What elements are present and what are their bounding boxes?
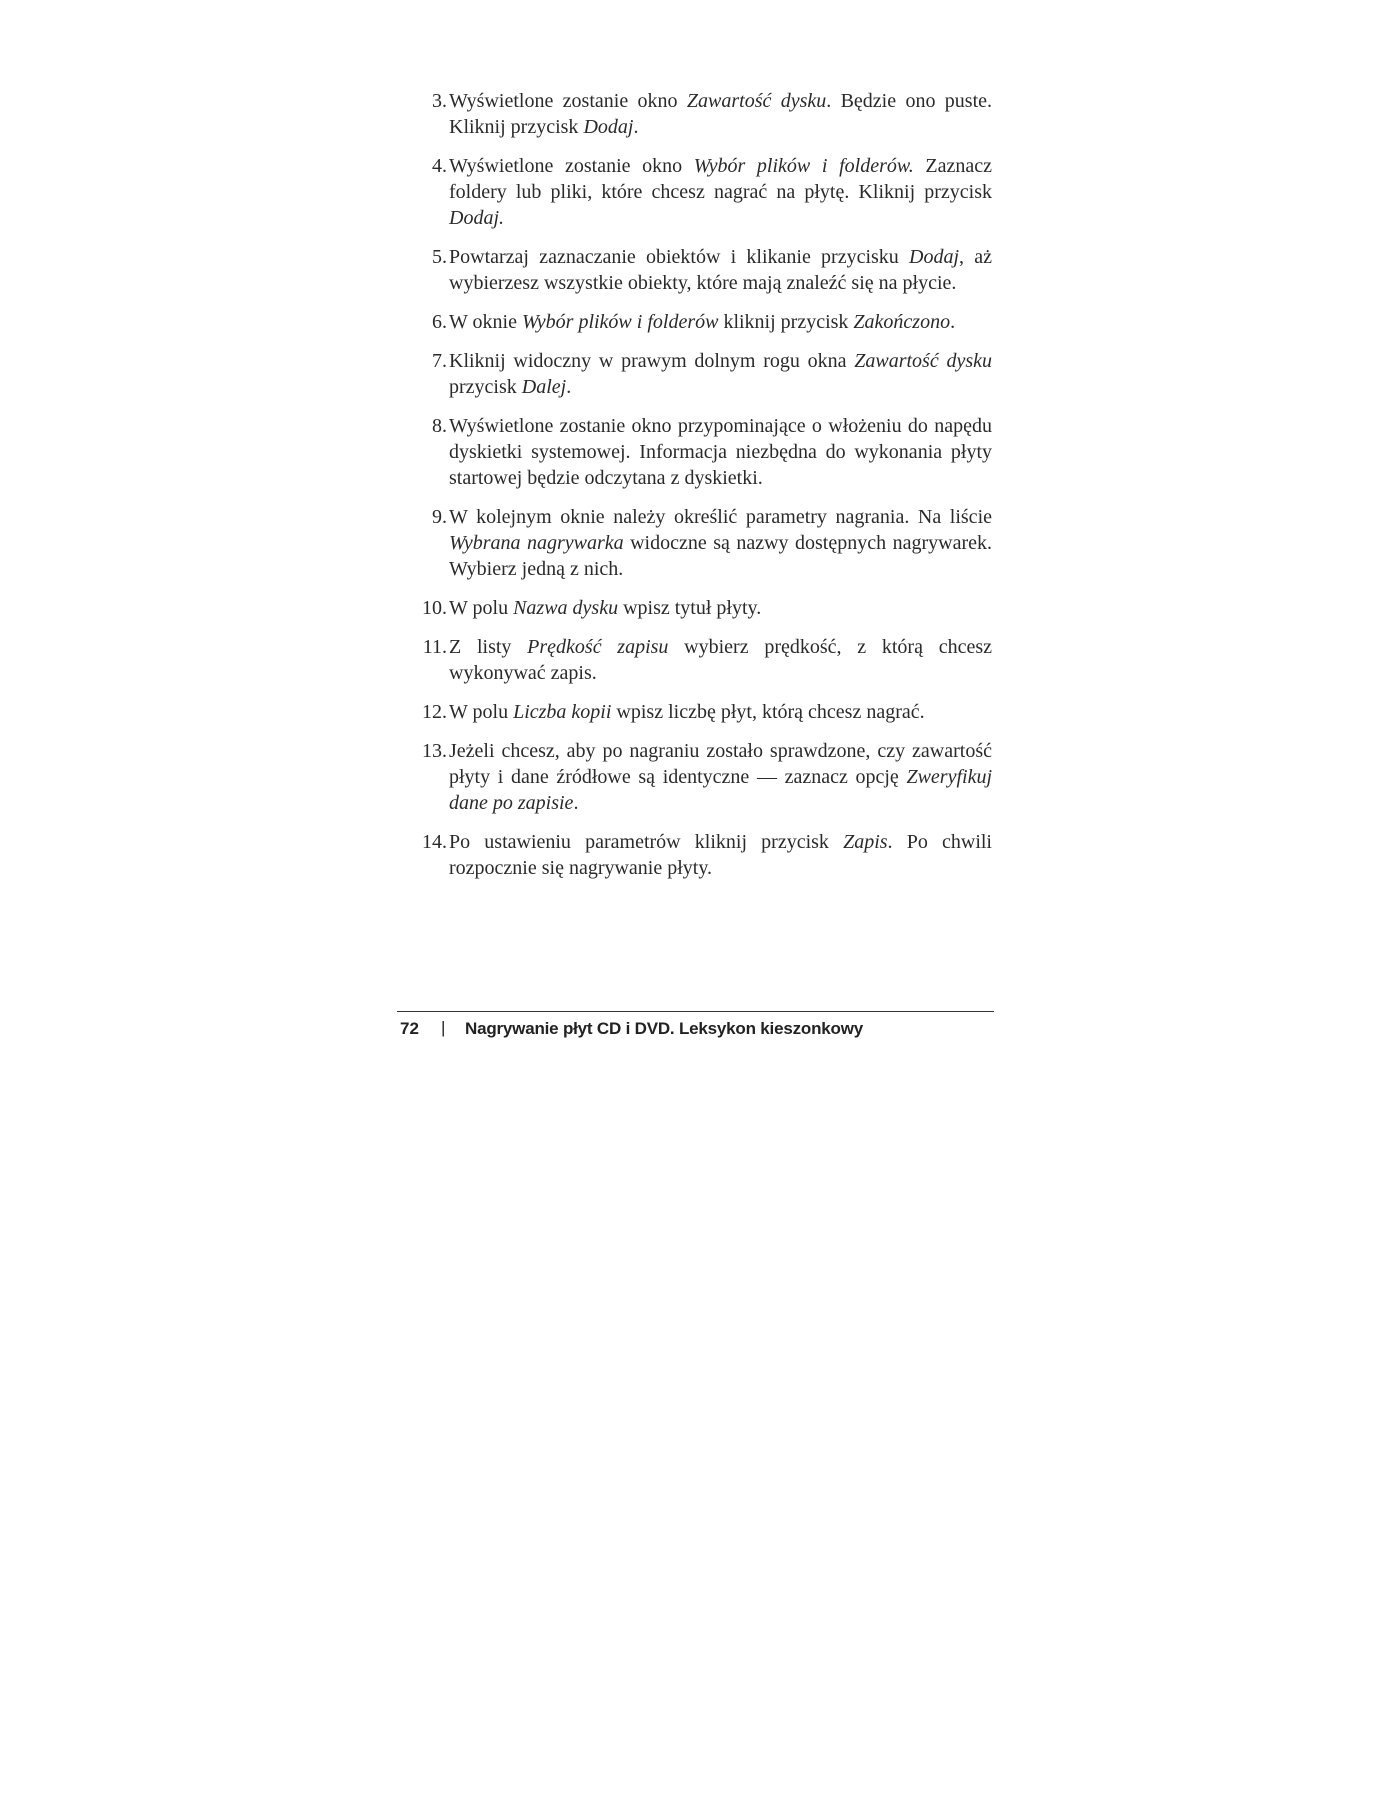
- step-number: 13.: [422, 740, 447, 762]
- step-text-run: . Będzie ono puste. Kliknij przycisk: [449, 90, 993, 138]
- step-item: [421, 413, 992, 491]
- step-text: [449, 155, 992, 229]
- step-text: [449, 831, 992, 879]
- footer-separator: |: [441, 1018, 446, 1037]
- step-text: [449, 506, 992, 580]
- step-item: [421, 153, 992, 231]
- step-item: [421, 699, 992, 725]
- step-text-run: .: [573, 792, 579, 814]
- step-text-run: .: [566, 376, 572, 398]
- step-number: 12.: [422, 701, 447, 723]
- step-item: [421, 309, 992, 335]
- step-number: 14.: [422, 831, 447, 853]
- step-text-emphasis: Prędkość zapisu: [527, 636, 669, 658]
- steps-list: [421, 88, 992, 881]
- step-text-run: Z listy: [449, 636, 528, 658]
- step-item: [421, 348, 992, 400]
- step-text-emphasis: Zawartość dysku: [854, 350, 992, 372]
- step-number: 6.: [432, 311, 447, 333]
- step-text-emphasis: Zapis: [843, 831, 888, 853]
- step-text-run: , aż wybierzesz wszystkie obiekty, które mają znaleźć się na płycie.: [449, 246, 992, 294]
- step-item: [421, 634, 992, 686]
- step-text-run: Wyświetlone zostanie okno: [449, 90, 687, 112]
- step-number: 3.: [432, 90, 447, 112]
- step-text-emphasis: Liczba kopii: [513, 701, 612, 723]
- step-text-run: Powtarzaj zaznaczanie obiektów i klikanie przycisku: [449, 246, 910, 268]
- page-number: 72: [400, 1019, 419, 1038]
- step-text-emphasis: Dodaj.: [449, 207, 504, 229]
- step-text: [449, 311, 955, 333]
- step-item: [421, 595, 992, 621]
- step-text-emphasis: Nazwa dysku: [513, 597, 619, 619]
- book-title: Nagrywanie płyt CD i DVD. Leksykon kieszonkowy: [465, 1019, 863, 1038]
- page-body: [421, 88, 992, 894]
- step-text-run: .: [950, 311, 956, 333]
- step-text-emphasis: Dodaj: [583, 116, 634, 138]
- step-text: [449, 740, 992, 814]
- step-text-emphasis: Wybrana nagrywarka: [449, 532, 624, 554]
- step-text-run: kliknij przycisk: [718, 311, 854, 333]
- step-text-emphasis: Zawartość dysku: [686, 90, 827, 112]
- step-number: 4.: [432, 155, 447, 177]
- step-text-run: Wyświetlone zostanie okno: [449, 155, 694, 177]
- step-text-emphasis: Wybór plików i folderów: [521, 311, 719, 333]
- step-text-run: przycisk: [449, 376, 522, 398]
- step-text-run: Po ustawieniu parametrów kliknij przycisk: [449, 831, 844, 853]
- step-item: [421, 504, 992, 582]
- step-text-emphasis: Dodaj: [909, 246, 960, 268]
- step-text-run: W oknie: [449, 311, 522, 333]
- step-number: 7.: [432, 350, 447, 372]
- step-text-emphasis: Zakończono: [853, 311, 951, 333]
- step-number: 8.: [432, 415, 447, 437]
- step-number: 10.: [422, 597, 447, 619]
- step-number: 9.: [432, 506, 447, 528]
- step-text: [449, 415, 992, 489]
- step-text-run: Wyświetlone zostanie okno przypominające o włożeniu do napędu dyskietki systemowej. Informacja niezbędna do wykonania płyty startowej będzie odczytana z dyskietki.: [449, 415, 992, 489]
- step-text-run: wpisz tytuł płyty.: [618, 597, 762, 619]
- step-text-run: W polu: [449, 701, 514, 723]
- step-text-run: W polu: [449, 597, 514, 619]
- step-text-run: .: [633, 116, 639, 138]
- step-item: [421, 829, 992, 881]
- step-text-run: wybierz prędkość, z którą chcesz wykonywać zapis.: [449, 636, 993, 684]
- step-text-run: Kliknij widoczny w prawym dolnym rogu okna: [449, 350, 855, 372]
- step-text-run: W kolejnym oknie należy określić parametry nagrania. Na liście: [449, 506, 992, 528]
- step-text-run: Jeżeli chcesz, aby po nagraniu zostało sprawdzone, czy zawartość płyty i dane źródłowe są identyczne — zaznacz opcję: [449, 740, 992, 788]
- step-text-run: wpisz liczbę płyt, którą chcesz nagrać.: [611, 701, 925, 723]
- step-text: [449, 246, 992, 294]
- step-text-run: widoczne są nazwy dostępnych nagrywarek. Wybierz jedną z nich.: [449, 532, 992, 580]
- step-text: [449, 701, 925, 723]
- step-item: [421, 738, 992, 816]
- step-item: [421, 244, 992, 296]
- step-text: [449, 350, 992, 398]
- step-text-emphasis: Wybór plików i folderów.: [693, 155, 914, 177]
- step-text-emphasis: Zweryfikuj dane po zapisie: [449, 766, 992, 814]
- step-text-run: . Po chwili rozpocznie się nagrywanie płyty.: [449, 831, 992, 879]
- step-text: [449, 90, 992, 138]
- step-number: 5.: [432, 246, 447, 268]
- step-text-run: Zaznacz foldery lub pliki, które chcesz nagrać na płytę. Kliknij przycisk: [449, 155, 992, 203]
- page-footer: [397, 1011, 994, 1049]
- step-text: [449, 636, 992, 684]
- step-text-emphasis: Dalej: [521, 376, 567, 398]
- step-text: [449, 597, 761, 619]
- step-item: [421, 88, 992, 140]
- step-number: 11.: [422, 636, 447, 658]
